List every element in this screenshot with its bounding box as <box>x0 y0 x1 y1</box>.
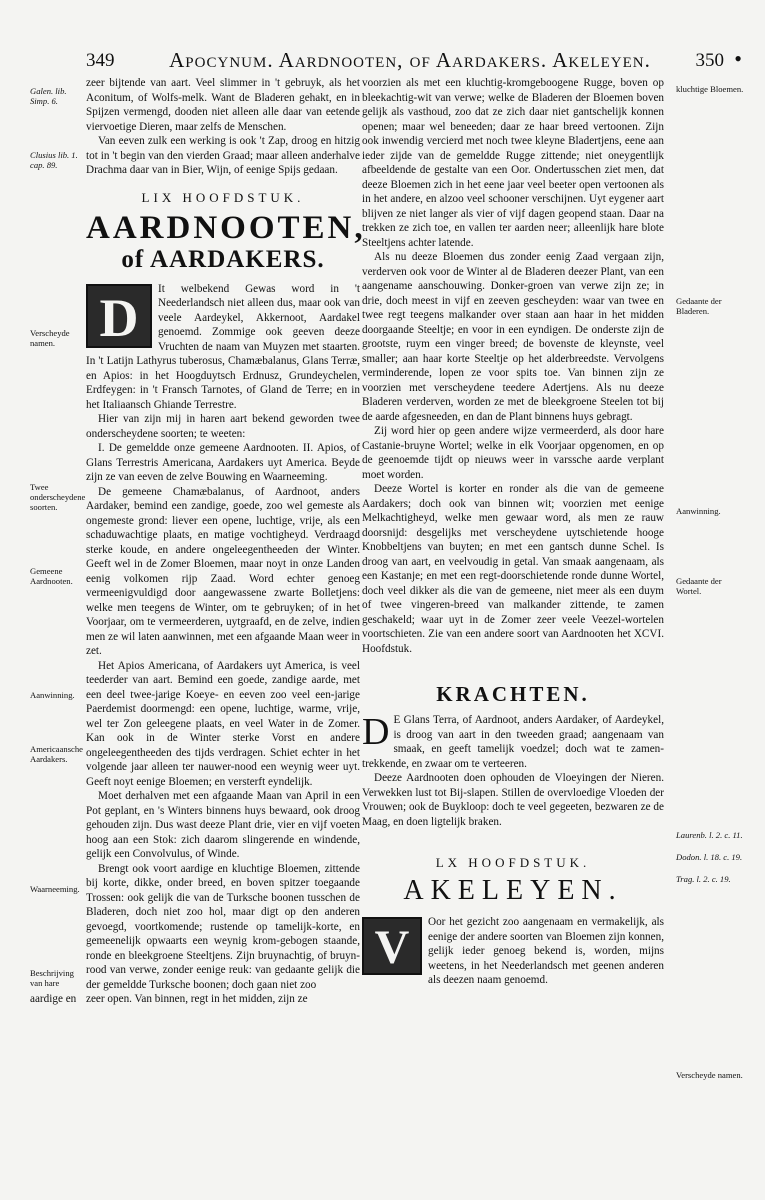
side-note: Dodon. l. 18. c. 19. <box>676 852 743 862</box>
paragraph: Brengt ook voort aardige en kluchtige Bloemen, zittende bij korte, dikke, onder breed, en boven spitzer toegaande Trossen: ook gelijk die van de Turksche boonen tusschen de Bladeren, doch niet zoo hol, maar digt op den anderen gevoegd, voortkomende; rustende op tamelijk-korte, en gemeenelijk opwaarts een weynig krom-gebogen staande, ronde en bleekgroene Steeltjens. Zijn bruynachtig, of bruyn-rood van verwe, zonder eenige reuk: van gedaante gelijk die der gemeldde Turksche boonen; doch gaan niet zoo <box>86 862 360 991</box>
last-line: aardige en zeer open. Van binnen, regt in het midden, zijn ze <box>30 993 308 1005</box>
chapter-title: AARDNOOTEN, <box>86 209 366 246</box>
catchword-note: aardige en <box>30 993 77 1005</box>
decorated-initial: D <box>86 284 152 348</box>
chapter-title: AKELEYEN. <box>403 875 623 906</box>
side-note: Gedaante der Bladeren. <box>676 296 722 316</box>
initial-letter: D <box>362 711 390 753</box>
paragraph: Als nu deeze Bloemen dus zonder eenig Zaad vergaan zijn, verderven ook voor de Winter al de Bladeren deezer Plant, van een aangename aanschouwing. Donker-groen van verwe zijn ze; in drie, doch meest in vijf en zeeven gescheyden: waar van twee en twee regt teegens malkander over staan aan haar in het midden doorgaande Steeltje; en voor in een eyndigen. De onderste zijn de grootste, ruym een vinger breed; de bovenste de kleynste, veel smaller; aan haar korte Steeltje op het alderbreedste. Vervolgens verminderende, lopen ze voor spits toe. Van binnen zijn ze voorzien met verscheydene teedere Adertjens. Als nu deeze Bladeren verderven, worden ze met de bleekgroene Steelen tot bij de aarde afgesneeden, en dan de Plant binnens huys gebragt. <box>362 251 664 423</box>
side-note: Verscheyde namen. <box>676 1070 743 1080</box>
side-note: Verscheyde namen. <box>30 328 70 348</box>
side-note: Waarneeming. <box>30 884 80 894</box>
side-note: Clusius lib. 1. cap. 89. <box>30 150 78 170</box>
chapter-subtitle: of AARDAKERS. <box>121 245 325 273</box>
paragraph: Zij word hier op geen andere wijze vermeerderd, als door hare Castanie-bruyne Wortel; welke in elk Voorjaar opgenomen, en op de geenoemde tijdt op nieuws weer in varssche aarde verplant moet worden. <box>362 425 664 481</box>
page-number-right: 350 <box>695 50 724 71</box>
header-title: Apocynum. Aardnooten, of Aardakers. Akeleyen. <box>169 48 651 72</box>
side-note: Aanwinning. <box>676 506 721 516</box>
paragraph: Deeze Aardnooten doen ophouden de Vloeyingen der Nieren. Verwekken lust tot Bij-slapen. Stillen de overvloedige Vloeden der Vrouwen; ook de Buykloop: doch te veel gegeeten, bezwaren ze de Maag, en doen ligtelijk braken. <box>362 772 664 828</box>
section-heading: KRACHTEN. <box>436 682 590 706</box>
chapter-label: LIX HOOFDSTUK. <box>141 189 305 205</box>
chapter-label: LX HOOFDSTUK. <box>435 855 591 870</box>
paragraph: Hier van zijn mij in haren aart bekend geworden twee onderscheydene soorten; te weeten: <box>86 413 360 440</box>
right-column <box>362 76 664 988</box>
side-note: Trag. l. 2. c. 19. <box>676 874 731 884</box>
side-note: Laurenb. l. 2. c. 11. <box>676 830 743 840</box>
paragraph: It welbekend Gewas word in 't Neederlandsch niet alleen dus, maar ook van veele Aardeykel, Akkernoot, Aardakel genoemd. Zommige ook geeven deeze Vruchten de naam van Muyzen met staarten. In 't Latijn Lathyrus tuberosus, Chamæbalanus, Glans Terræ, en Apios: in het Hoogduytsch Erdnusz, Grundeychelen, Erdfeygen: in 't Fransch Tarnotes, of Gland de Terre; en in het Italiaansch Ghiande Terrestre. <box>86 282 360 411</box>
side-note: Aanwinning. <box>30 690 75 700</box>
side-note: Beschrijving van hare <box>30 968 74 988</box>
running-header <box>74 46 742 76</box>
paragraph: I. De gemeldde onze gemeene Aardnooten. II. Apios, of Glans Terrestris Americana, Aardakers uyt America. Beyde zijn ze van eeven de zelve Bouwing en Waarneeming. <box>86 442 360 483</box>
side-note: Gemeene Aardnooten. <box>30 566 73 586</box>
side-note: kluchtige Bloemen. <box>676 84 744 94</box>
paragraph: Moet derhalven met een afgaande Maan van April in een Pot geplant, en 's Winters binnens huys bewaard, ook droog gehouden zijn. Dus wast deeze Plant drie, vier en vijf voeten hoog aan een Stok: zich daarom slingerende en windende, gelijk een Convolvulus, of Winde. <box>86 790 360 860</box>
paragraph: zeer bijtende van aart. Veel slimmer in 't gebruyk, als het Aconitum, of Wolfs-melk. Want de Bladeren gehakt, en in Spijzen vermengd, dooden niet alleen alle daar van eetende viervoetige Dieren, maar zelfs de Menschen. <box>86 77 360 133</box>
decorated-initial: V <box>362 917 422 975</box>
paragraph: De gemeene Chamæbalanus, of Aardnoot, anders Aardaker, bemind een zandige, goede, zoo wel gemeste als ongemeste grond: liever een opene, luchtige, vrije, als een schaduwachtige plaats, en matige vochtigheyd. Verdraagd sterke koude, en andere ongeleegentheeden der Winter. Geeft wel in de Zomer Bloemen, maar noyt in onze Landen eenig volkomen rijp Zaad. Word echter genoeg vermeenigvuldigd door aangewassene zwarte Bolletjens: welke men teegens de Winter, om te gebruyken; of in het Voorjaar, om te vermeerderen, uytgraafd, en de zelve, indien men ze wil laten aanwinnen, met een afgaande Maan weer in zet. <box>86 485 360 657</box>
side-note: Americaansche Aardakers. <box>30 744 83 764</box>
paragraph: Oor het gezicht zoo aangenaam en vermakelijk, als eenige der andere soorten van Bloemen zijn konnen, gelijk ieder genoeg bekend is, worden, mijns weetens, in het Neederlandsch met geenen anderen als deezen naam genoemd. <box>428 916 664 986</box>
side-note: Gedaante der Wortel. <box>676 576 722 596</box>
side-note: Galen. lib. Simp. 6. <box>30 86 67 106</box>
paragraph: Van eeven zulk een werking is ook 't Zap, droog en hitzig tot in 't begin van den vierden Graad; maar alleen anderhalve Drachma daar van in Bier, Wijn, of eenige Spijs gedaan. <box>86 135 360 176</box>
side-note: Twee onderscheydene soorten. <box>30 482 86 512</box>
paragraph: E Glans Terra, of Aardnoot, anders Aardaker, of Aardeykel, is droog van aart in den tweeden graad; aangenaam van smaak, en geeft tamelijk voedzel; doch wat te zamen-trekkende, en zwaar om te verteeren. <box>362 714 664 770</box>
paragraph: Het Apios Americana, of Aardakers uyt America, is veel teederder van aart. Bemind een goede, zandige aarde, met een deel twee-jarige Koeye- en eeven zoo veel een-jarige Paerdemist doormengd: een opene, luchtige, warme, vrije, wel ter Zon geleegene plaats, en veel Water in de Zomer. Kan ook in de Winter sterke Vorst en andere ongeleegentheeden des tijds verdragen. Schiet echter in het volgende jaar alleen ter nauwer-nood een weynig weer uyt. Geeft noyt eenige Bloemen; en versterft eyndelijk. <box>86 659 360 788</box>
bullet-mark: • <box>734 46 742 71</box>
paragraph: Deeze Wortel is korter en ronder als die van de gemeene Aardakers; doch ook van binnen wit; voorzien met eenige Melkachtigheyd, welke men gewaar word, als men ze rauw doorsnijd: desgelijks met verscheydene uytschietende hooge Knobbeltjens van buyten; en met een gantsch dunne Schel. Is droog van aart, en veelvoudig in getal. Van smaak aangenaam, als een Kastanje; en met een regt-doorschietende ronde dunne Wortel, doch veel dikker als die van de gemeene, niet meer als een duym of twee vingeren-breed van malkander zittende, te zamen geschakeld; waar uyt in de Zomer zeer veele Veezel-wortelen voortschieten. Zie van een andere soort van Aardnooten het XCVI. Hoofdstuk. <box>362 483 664 655</box>
paragraph: voorzien als met een kluchtig-kromgeboogene Rugge, boven op bleekachtig-wit van verwe; welke de Bladeren der Bloemen boven gelijk als vasthoud, zoo dat ze zich daar niet gantschelijk konnen openen; maar wel beneeden; daar ze haar breed vertoonen. Zijn ook inwendig vercierd met noch twee kleyne Bladertjens, eene aan ieder zijde van de gemeldde Rugge zittende; niet oneygentlijk afbeeldende de gestalte van een Oor. Ondertusschen ziet men, dat deeze Bloemen zich in het eene jaar veel beeter open vertoonen als in het andere, en alzoo veel schooner verschijnen. Uyt eygener aart blijven ze niet langer als vier of vijf dagen geopend staan. Daar na trekken ze zich toe, en vallen ter aarden neer; alleenlijk hare blote Steeltjens achter latende. <box>362 77 664 249</box>
page-number-left: 349 <box>86 50 115 71</box>
